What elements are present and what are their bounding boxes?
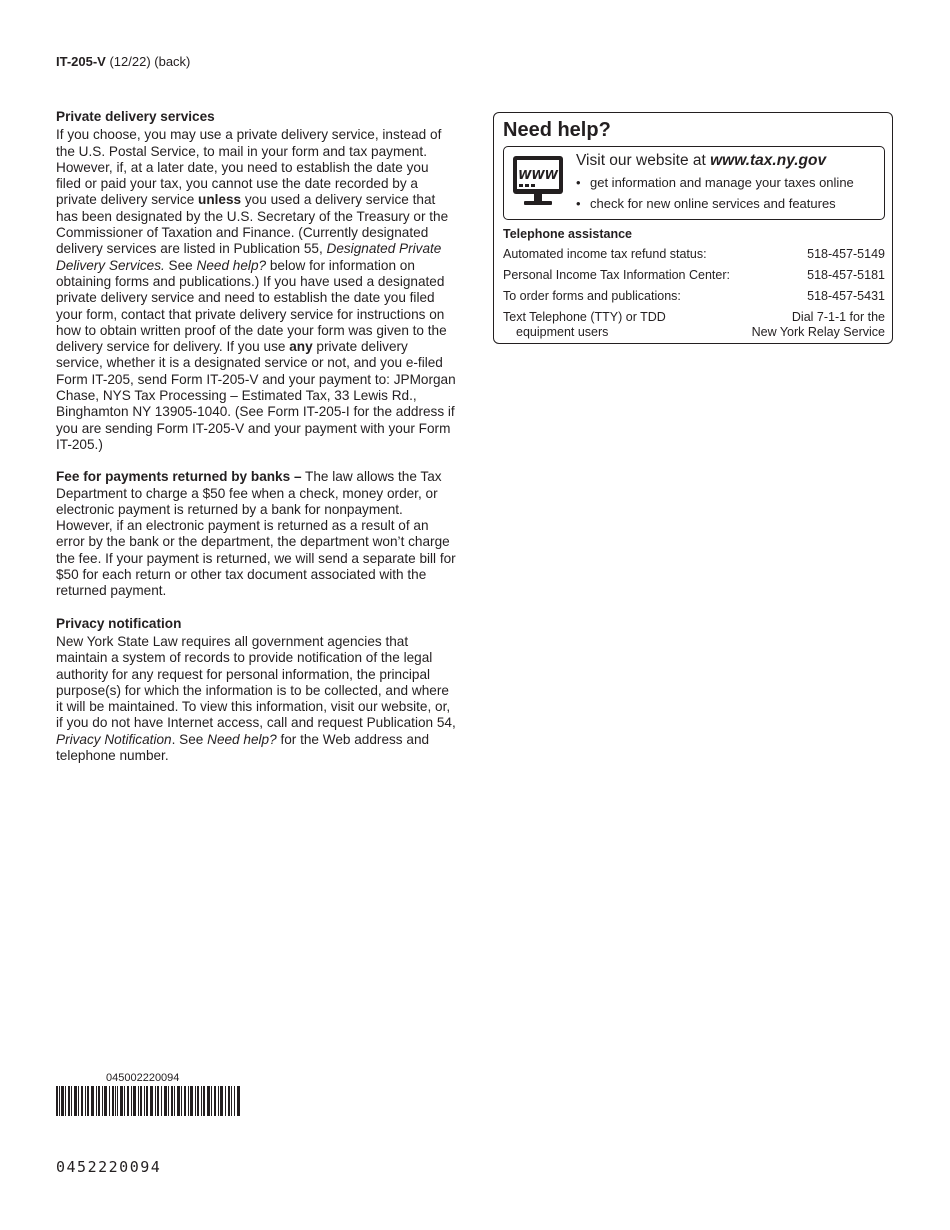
tty-label	[503, 310, 666, 340]
tty-row	[503, 310, 885, 342]
scan-line-number: 0452220094	[56, 1158, 162, 1176]
tty-number-line: Dial 7-1-1 for the	[791, 310, 885, 324]
phone-label: Personal Income Tax Information Center:	[503, 268, 730, 282]
emphasis-unless: unless	[198, 192, 242, 208]
www-text: WWW	[518, 168, 558, 182]
private-delivery-heading: Private delivery services	[56, 109, 215, 124]
barcode-image	[56, 1086, 240, 1116]
need-help-reference: Need help?	[207, 731, 277, 747]
form-identifier	[56, 54, 190, 69]
tty-label-line: equipment users	[516, 325, 609, 339]
phone-number: 518-457-5431	[807, 289, 885, 303]
website-line	[576, 152, 826, 170]
need-help-box	[493, 112, 893, 344]
bullet-mark: •	[576, 196, 581, 211]
website-link[interactable]: www.tax.ny.gov	[710, 152, 827, 169]
phone-label: To order forms and publications:	[503, 289, 681, 303]
fee-heading: Fee for payments returned by banks –	[56, 469, 302, 485]
fee-text: The law allows the Tax Department to charge a $50 fee when a check, money order, or electronic payment is returned by a bank for nonpayment. However, if an electronic payment is returned as a result of an error by the bank or the department, the department won’t charge the fee. If your payment is returned, we will send a separate bill for $50 for each return or other tax document associated with the returned payment.	[56, 469, 456, 599]
instructions-column	[56, 109, 456, 764]
bullet-item	[576, 196, 836, 211]
barcode-number: 045002220094	[106, 1072, 180, 1084]
need-help-title: Need help?	[503, 119, 611, 141]
text-run: for the Web address and telephone number.	[56, 731, 430, 763]
publication-title: Designated Private Delivery Services.	[56, 241, 442, 273]
website-prefix: Visit our website at	[576, 152, 711, 169]
form-revision: (12/22) (back)	[105, 54, 191, 69]
bullet-mark: •	[576, 175, 581, 190]
text-run: See	[164, 257, 197, 273]
bullet-item	[576, 175, 854, 190]
text-run: New York State Law requires all government agencies that maintain a system of records to provide notification of the legal authority for any request for personal information, the principal purpose(s) for which the information is to be collected, and where it will be maintained. To view this information, visit our website, or, if you do not have Internet access, call and request Publication 54,	[56, 633, 456, 731]
publication-title: Privacy Notification	[56, 731, 172, 747]
bullet-text: check for new online services and features	[590, 196, 836, 211]
form-id: IT-205-V	[56, 54, 106, 69]
tty-number	[752, 310, 885, 340]
text-run: If you choose, you may use a private delivery service, instead of the U.S. Postal Service, to mail in your form and tax payment. However, if, at a later date, you need to establish the date you filed or paid your tax, you cannot use the date recorded by a private delivery service	[56, 127, 442, 208]
privacy-text	[56, 634, 456, 764]
tty-label-line: Text Telephone (TTY) or TDD	[503, 310, 666, 324]
fee-paragraph	[56, 469, 456, 599]
telephone-heading: Telephone assistance	[503, 227, 632, 241]
phone-number: 518-457-5181	[807, 268, 885, 282]
text-run: private delivery service, whether it is a designated service or not, and you e-filed Form IT-205, send Form IT-205-V and your payment to: JPMorgan Chase, NYS Tax Processing – Estimated Tax, 33 Lewis Rd., Binghamton NY 13905-1040. (See Form IT-205-I for the address if you are sending Form IT-205-V and your payment with your Form IT-205.)	[56, 339, 456, 452]
phone-label: Automated income tax refund status:	[503, 247, 707, 261]
private-delivery-text	[56, 127, 456, 453]
bullet-text: get information and manage your taxes online	[590, 175, 854, 190]
text-run: you used a delivery service that has been designated by the U.S. Secretary of the Treasury or the Commissioner of Taxation and Finance. (Currently designated delivery services are listed in Publication 55,	[56, 192, 449, 257]
text-run: below for information on obtaining forms and publications.) If you have used a designated private delivery service and need to establish the date you filed your form, contact that private delivery service for instructions on how to obtain written proof of the date your form was given to the delivery service for delivery. If you use	[56, 257, 447, 355]
tty-number-line: New York Relay Service	[751, 325, 885, 339]
phone-number: 518-457-5149	[807, 247, 885, 261]
website-box	[503, 146, 885, 220]
emphasis-any: any	[289, 339, 313, 355]
need-help-reference: Need help?	[196, 257, 267, 273]
computer-www-icon	[512, 155, 564, 207]
text-run: . See	[171, 731, 208, 747]
privacy-heading: Privacy notification	[56, 615, 182, 631]
